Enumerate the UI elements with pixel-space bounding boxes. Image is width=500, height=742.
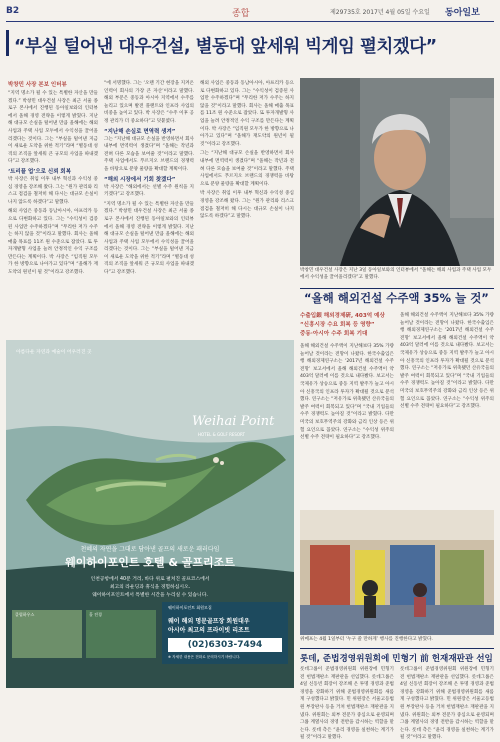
newspaper-name: 동아일보 — [445, 8, 480, 18]
article-column-1 — [8, 90, 98, 330]
article-paragraph: 해외 사업은 중동과 동남아시아, 아프리카 등으로 다변화하고 있다. 그는 “수익성이 검증된 사업만 수주하겠다”며 “무리한 저가 수주는 하지 않을 것”이라고 말했다. 회사는 올해 매출 목표를 11조 원 수준으로 잡았다. 또 투자개발형 사업을 늘려 안정적인 수익 구조를 만든다는 계획이다. 박 사장은 “임직원 모두가 한 방향으로 나아가고 있다”며 “올해가 재도약의 원년이 될 것”이라고 강조했다. — [8, 209, 98, 276]
advertisement[interactable] — [6, 340, 294, 688]
ad-thumbnail-clubhouse — [12, 610, 82, 658]
second-subhead-2: “신흥시장 수요 회복 등 영향” — [300, 322, 375, 328]
article-paragraph: 올해 해외건설 수주액이 지난해보다 35% 가량 늘어날 것이라는 전망이 나왔다. 한국수출입은행 해외경제연구소는 ‘2017년 해외건설 수주 전망’ 보고서에서 올해 해외건설 수주액이 약 403억 달러에 이를 것으로 내다봤다. 보고서는 국제유가 상승으로 중동 지역 발주가 늘고 아시아 신흥국의 인프라 투자가 확대될 것으로 분석했다. 연구소는 “저유가로 위축됐던 산유국들의 발주 여력이 회복되고 있다”며 “국내 기업들의 수주 경쟁력도 높아질 것”이라고 밝혔다. 다만 미국의 보호무역주의 강화와 금리 인상 등은 위험 요인으로 꼽았다. 연구소는 “수익성 위주의 선별 수주 전략이 필요하다”고 강조했다. — [300, 344, 394, 441]
ceo-portrait-illustration — [300, 78, 494, 266]
second-subhead-3: 중동·아시아 수주 회복 기대 — [300, 331, 368, 337]
second-article-col-1 — [300, 343, 394, 508]
header-rule — [6, 21, 494, 22]
dateline: 제29735호 2017년 4월 05일 수요일 — [330, 9, 430, 16]
byline: 박창민 사장 본보 인터뷰 — [8, 82, 67, 88]
ad-desc-1: 인천공항에서 40분 거리, 바다 위로 펼쳐진 골프코스에서 — [90, 577, 210, 582]
thumbnail-label: 클럽하우스 — [15, 612, 35, 617]
main-headline: “부실 털어낸 대우건설, 별동대 앞세워 빅게임 펼치겠다” — [14, 37, 437, 57]
article-paragraph: 그는 “지난해 대규모 손실을 반영하면서 회사 내부에 면역력이 생겼다”며 “올해는 작년과 전혀 다른 모습을 보여줄 것”이라고 말했다. 주택 사업에서도 푸르지오 브랜드의 경쟁력을 바탕으로 분양 물량을 확대할 계획이다. — [104, 136, 194, 172]
resort-logo: Weihai Point — [192, 414, 275, 429]
article-paragraph: 올해 해외건설 수주액이 지난해보다 35% 가량 늘어날 것이라는 전망이 나왔다. 한국수출입은행 해외경제연구소는 ‘2017년 해외건설 수주 전망’ 보고서에서 올해 해외건설 수주액이 약 403억 달러에 이를 것으로 내다봤다. 보고서는 국제유가 상승으로 중동 지역 발주가 늘고 아시아 신흥국의 인프라 투자가 확대될 것으로 분석했다. 연구소는 “저유가로 위축됐던 산유국들의 발주 여력이 회복되고 있다”며 “국내 기업들의 수주 경쟁력도 높아질 것”이라고 밝혔다. 다만 미국의 보호무역주의 강화와 금리 인상 등은 위험 요인으로 꼽았다. 연구소는 “수익성 위주의 선별 수주 전략이 필요하다”고 강조했다. — [400, 313, 494, 410]
ad-desc-2: 최고의 라운딩과 휴식을 경험하십시오. — [109, 585, 191, 590]
article-paragraph: “지역 명소가 될 수 있는 특별한 자산을 만들겠다.” 박창민 대우건설 사장은 최근 서울 종로구 본사에서 진행된 동아일보와의 인터뷰에서 올해 경영 전략을 이렇게 밝혔다. 지난해 대규모 손실을 털어낸 만큼 올해에는 해외 사업과 주택 사업 모두에서 수익성을 끌어올리겠다는 것이다. 그는 “부실을 털어낸 지금이 새로운 도약을 위한 적기”라며 “별동대 성격의 조직을 앞세워 큰 규모의 사업을 따내겠다”고 강조했다. — [104, 201, 194, 276]
article-subhead: “해외 시장에서 기회 찾겠다” — [104, 176, 176, 183]
thumbnail-label: 홀 전경 — [89, 612, 102, 617]
shopping-mall-illustration — [300, 510, 494, 635]
ad-title: 웨이하이포인트 호텔 & 골프리조트 — [65, 556, 235, 569]
ad-fineprint: ※ 자세한 내용은 전화로 문의하시기 바랍니다. — [168, 655, 241, 659]
section-label: 종합 — [232, 9, 250, 19]
third-article-col-1 — [300, 666, 394, 741]
article-paragraph: 롯데그룹이 준법경영위원회 위원장에 민형기 전 헌법재판소 재판관을 선임했다. 롯데그룹은 4일 신동빈 회장이 강조해 온 투명 경영과 준법 경영을 강화하기 위해 준법경영위원회를 새롭게 구성했다고 밝혔다. 민 위원장은 서울고등법원 부장판사 등을 거쳐 헌법재판소 재판관을 지냈다. 위원회는 외부 전문가 중심으로 운영되며 그룹 계열사의 경영 전반을 감시하는 역할을 맡는다. 롯데 측은 “윤리 경영을 실천하는 계기가 될 것”이라고 말했다. — [300, 667, 394, 741]
section-divider — [300, 288, 494, 289]
article-paragraph: 해외 사업은 중동과 동남아시아, 아프리카 등으로 다변화하고 있다. 그는 “수익성이 검증된 사업만 수주하겠다”며 “무리한 저가 수주는 하지 않을 것”이라고 말했다. 회사는 올해 매출 목표를 11조 원 수준으로 잡았다. 또 투자개발형 사업을 늘려 안정적인 수익 구조를 만든다는 계획이다. 박 사장은 “임직원 모두가 한 방향으로 나아가고 있다”며 “올해가 재도약의 원년이 될 것”이라고 강조했다. — [200, 81, 294, 147]
photo-caption: 박창민 대우건설 사장은 지난 3일 동아일보와의 인터뷰에서 “올해는 해외 사업과 주택 사업 모두에서 수익성을 끌어올리겠다”고 말했다. — [300, 268, 492, 280]
second-headline: “올해 해외건설 수주액 35% 늘 것” — [304, 291, 489, 305]
third-article-col-2 — [400, 666, 494, 741]
ad-top-text: 아름다운 자연과 예술이 어우러진 곳 — [16, 350, 92, 355]
ceo-photo — [300, 78, 494, 266]
article-paragraph: “지역 명소가 될 수 있는 특별한 자산을 만들겠다.” 박창민 대우건설 사장은 최근 서울 종로구 본사에서 진행된 동아일보와의 인터뷰에서 올해 경영 전략을 이렇게 밝혔다. 지난해 대규모 손실을 털어낸 만큼 올해에는 해외 사업과 주택 사업 모두에서 수익성을 끌어올리겠다는 것이다. 그는 “부실을 털어낸 지금이 새로운 도약을 위한 적기”라며 “별동대 성격의 조직을 앞세워 큰 규모의 사업을 따내겠다”고 강조했다. — [8, 91, 98, 165]
contact-box-label: 웨이하이포인트 회원모집 — [168, 605, 212, 610]
article-paragraph: 박 사장은 취임 이후 내부 혁신과 수익성 중심 경영을 강조해 왔다. 그는 “원가 관리와 리스크 점검을 철저히 해 다시는 대규모 손실이 나지 않도록 하겠다”고 말했다. — [8, 176, 98, 205]
section-divider — [300, 648, 494, 649]
ad-contact-box[interactable] — [162, 602, 288, 664]
article-column-3 — [200, 80, 294, 330]
headline-accent-bar — [6, 30, 9, 56]
ad-thumbnail-hole — [86, 610, 156, 658]
ad-desc-3: 웨이하이포인트에서 특별한 시간을 누리실 수 있습니다. — [92, 593, 208, 598]
contact-box-title-1: 웨이 해외 명문골프장 회원대우 — [168, 618, 250, 625]
resort-logo-sub: HOTEL & GOLF RESORT — [198, 432, 245, 437]
article-paragraph: “에 서명했다. 그는 ‘오랜 기간 현장을 지켜온 인력이 회사의 가장 큰 자산’이라고 말했다. 해외 부문은 중동과 아시아 지역에서 수주를 늘리고 있으며 발전 플랜트와 인프라 사업의 비중을 높이고 있다. 박 사장은 “수주 이후 공정 관리가 더 중요하다”고 덧붙였다. — [104, 81, 194, 124]
article-paragraph: 박 사장은 “해외에서는 선별 수주 원칙을 지키겠다”고 강조했다. — [104, 184, 194, 198]
page-number: B2 — [6, 6, 20, 16]
contact-box-title-2: 아시아 최고의 프라이빗 리조트 — [168, 627, 250, 634]
ad-phone-number[interactable]: (02)6303-7494 — [168, 638, 282, 652]
article-paragraph: 박 사장은 취임 이후 내부 혁신과 수익성 중심 경영을 강조해 왔다. 그는 “원가 관리와 리스크 점검을 철저히 해 다시는 대규모 손실이 나지 않도록 하겠다”고 말했다. — [200, 191, 294, 220]
second-subhead-1: 수출입銀 해외경제硏, 403억 예상 — [300, 313, 385, 319]
article-paragraph: 그는 “지난해 대규모 손실을 반영하면서 회사 내부에 면역력이 생겼다”며 “올해는 작년과 전혀 다른 모습을 보여줄 것”이라고 말했다. 주택 사업에서도 푸르지오 브랜드의 경쟁력을 바탕으로 분양 물량을 확대할 계획이다. — [200, 151, 294, 187]
article-paragraph: 롯데그룹이 준법경영위원회 위원장에 민형기 전 헌법재판소 재판관을 선임했다. 롯데그룹은 4일 신동빈 회장이 강조해 온 투명 경영과 준법 경영을 강화하기 위해 준법경영위원회를 새롭게 구성했다고 밝혔다. 민 위원장은 서울고등법원 부장판사 등을 거쳐 헌법재판소 재판관을 지냈다. 위원회는 외부 전문가 중심으로 운영되며 그룹 계열사의 경영 전반을 감시하는 역할을 맡는다. 롯데 측은 “윤리 경영을 실천하는 계기가 될 것”이라고 말했다. — [400, 667, 494, 741]
ad-subtitle: 천혜의 자연을 그대로 담아낸 골프의 새로운 패러다임 — [80, 546, 220, 553]
second-subheads — [300, 312, 394, 339]
store-photo-caption: 위메프는 4월 1일부터 ‘누구 쓸 만하게’ 행사를 진행한다고 밝혔다. — [300, 637, 433, 642]
article-column-2 — [104, 80, 194, 330]
second-article-col-2 — [400, 312, 494, 508]
article-subhead: “지난해 손실로 면역력 생겨” — [104, 128, 176, 135]
store-photo — [300, 510, 494, 635]
article-subhead: ‘트리플 업’으로 신뢰 회복 — [8, 168, 72, 175]
third-headline: 롯데, 준법경영위원회에 민형기 前 헌재재판관 선임 — [300, 654, 493, 664]
